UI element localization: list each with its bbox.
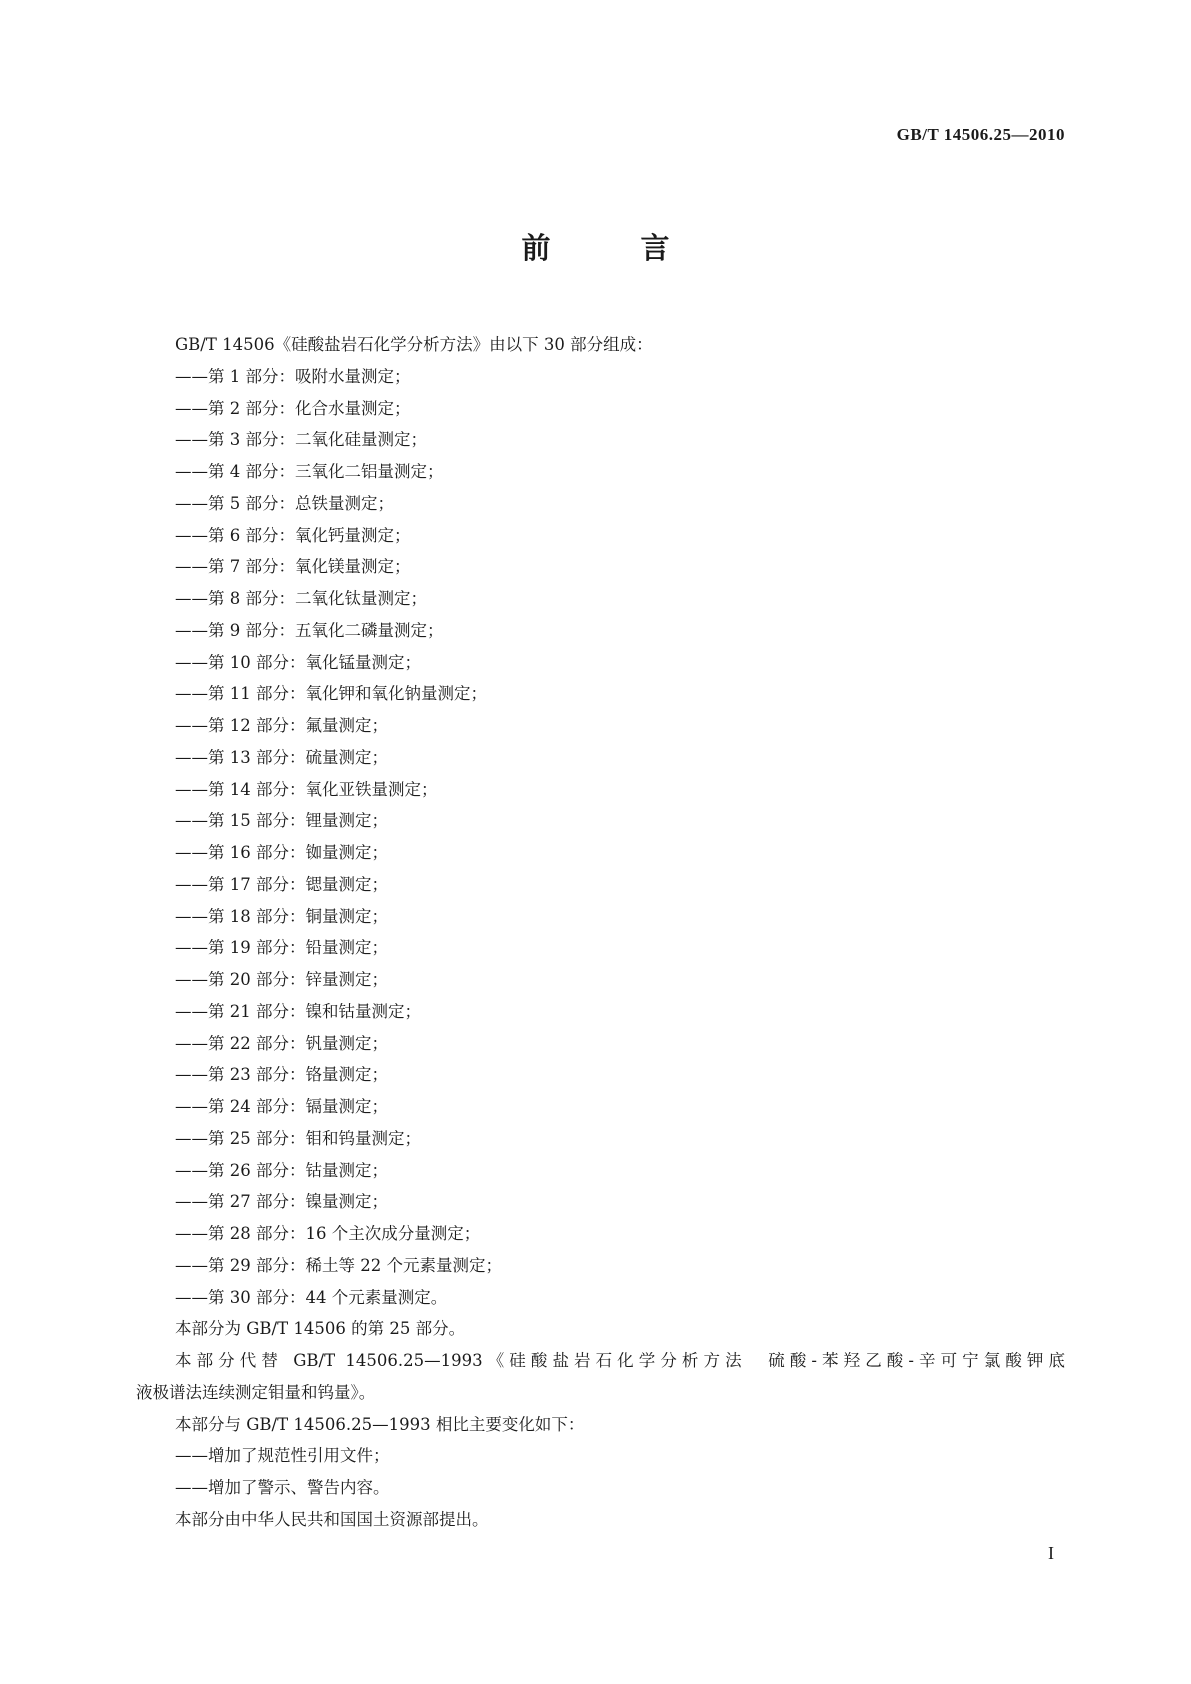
list-item-part: ——第 1 部分：吸附水量测定； [175, 366, 411, 386]
list-item-part: ——第 18 部分：铜量测定； [175, 906, 388, 926]
foreword-body [136, 329, 1065, 1536]
list-item-part: ——第 3 部分：二氧化硅量测定； [175, 430, 427, 450]
list-item-change: ——增加了规范性引用文件； [175, 1446, 390, 1466]
list-item-part: ——第 13 部分：硫量测定； [175, 747, 388, 767]
list-item-part: ——第 2 部分：化合水量测定； [175, 398, 411, 418]
list-item-part: ——第 24 部分：镉量测定； [175, 1097, 388, 1116]
list-item-part: ——第 7 部分：氧化镁量测定； [175, 557, 411, 577]
list-item-part: ——第 4 部分：三氧化二铝量测定； [175, 462, 444, 481]
parts-list [136, 361, 1065, 1314]
page-title: 前 言 [521, 231, 710, 265]
list-item-part: ——第 5 部分：总铁量测定； [175, 493, 394, 513]
list-item-part: ——第 22 部分：钒量测定； [175, 1033, 388, 1053]
replaces-paragraph-line-2: 液极谱法连续测定钼量和钨量》。 [136, 1382, 376, 1402]
changes-intro-paragraph: 本部分与 GB/T 14506.25—1993 相比主要变化如下： [175, 1414, 585, 1434]
list-item-part: ——第 25 部分：钼和钨量测定； [175, 1128, 421, 1148]
part-of-paragraph: 本部分为 GB/T 14506 的第 25 部分。 [175, 1319, 466, 1339]
list-item-part: ——第 16 部分：铷量测定； [175, 843, 388, 862]
list-item-part: ——第 17 部分：锶量测定； [175, 874, 388, 894]
proposed-by-paragraph: 本部分由中华人民共和国国土资源部提出。 [175, 1509, 489, 1529]
intro-paragraph: GB/T 14506《硅酸盐岩石化学分析方法》由以下 30 部分组成： [175, 335, 653, 354]
list-item-part: ——第 11 部分：氧化钾和氧化钠量测定； [175, 684, 487, 704]
page-number: I [1048, 1543, 1054, 1563]
list-item-part: ——第 12 部分：氟量测定； [175, 716, 388, 735]
list-item-part: ——第 6 部分：氧化钙量测定； [175, 525, 411, 545]
list-item-part: ——第 10 部分：氧化锰量测定； [175, 652, 421, 672]
list-item-part: ——第 14 部分：氧化亚铁量测定； [175, 779, 438, 799]
list-item-part: ——第 28 部分：16 个主次成分量测定； [175, 1224, 481, 1243]
replaces-paragraph-line-1: 本部分代替 GB/T 14506.25—1993《硅酸盐岩石化学分析方法 硫酸-苯羟乙酸-辛可宁氯酸钾底 [175, 1351, 1065, 1370]
changes-list [136, 1440, 1065, 1504]
list-item-part: ——第 21 部分：镍和钴量测定； [175, 1001, 421, 1021]
list-item-part: ——第 20 部分：锌量测定； [175, 970, 388, 989]
list-item-part: ——第 29 部分：稀土等 22 个元素量测定； [175, 1255, 502, 1275]
list-item-part: ——第 15 部分：锂量测定； [175, 811, 388, 831]
list-item-part: ——第 30 部分：44 个元素量测定。 [175, 1287, 448, 1307]
standard-code: GB/T 14506.25—2010 [896, 125, 1065, 144]
list-item-change: ——增加了警示、警告内容。 [175, 1478, 390, 1497]
list-item-part: ——第 23 部分：铬量测定； [175, 1065, 388, 1085]
list-item-part: ——第 19 部分：铅量测定； [175, 938, 388, 958]
list-item-part: ——第 8 部分：二氧化钛量测定； [175, 589, 427, 608]
list-item-part: ——第 9 部分：五氧化二磷量测定； [175, 620, 444, 640]
list-item-part: ——第 27 部分：镍量测定； [175, 1192, 388, 1212]
list-item-part: ——第 26 部分：钴量测定； [175, 1160, 388, 1180]
